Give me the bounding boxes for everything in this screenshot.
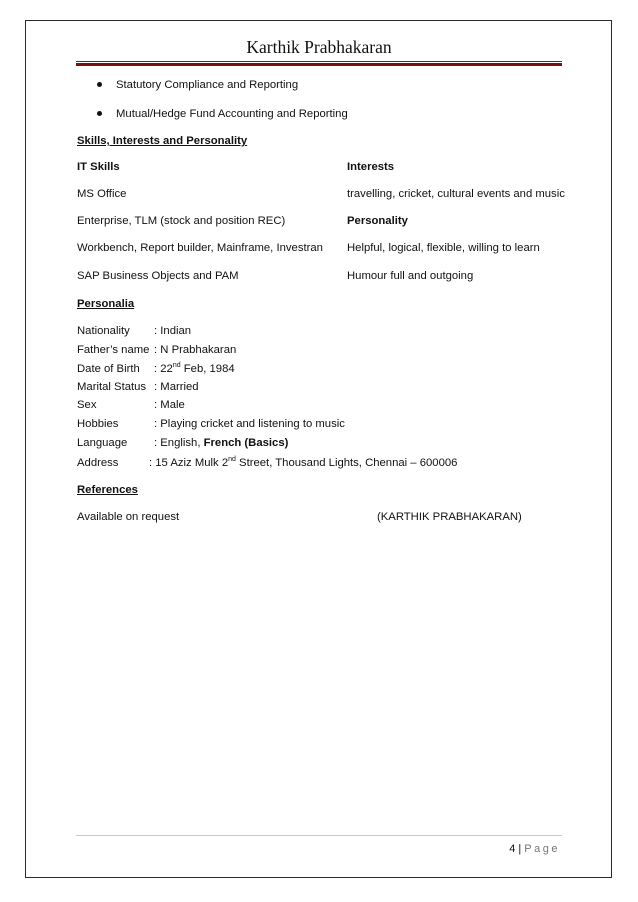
bullet-dot [97,111,102,116]
it-skill-item: SAP Business Objects and PAM [77,270,239,282]
hobbies-label: Hobbies [77,418,119,430]
header-name: Karthik Prabhakaran [246,37,392,57]
address-label: Address [77,457,119,469]
interests-heading: Interests [347,161,395,173]
address-suffix: Street, Thousand Lights, Chennai – 600006 [235,457,458,469]
language-label: Language [77,437,128,449]
footer-rule [76,835,562,836]
dob-label: Date of Birth [77,363,140,375]
it-skill-item: Workbench, Report builder, Mainframe, Investran [77,242,323,254]
bullet-item: Statutory Compliance and Reporting [116,79,299,91]
language-value [154,436,288,450]
dob-suffix: Feb, 1984 [180,363,235,375]
dob-sup: nd [172,362,181,370]
interests-text: travelling, cricket, cultural events and music [347,188,565,200]
references-title: References [77,484,138,496]
header-rule-thin [76,61,562,62]
page-separator: | [518,843,522,855]
language-bold: French (Basics) [203,437,289,449]
nationality-value: : Indian [154,325,192,337]
personality-item: Helpful, logical, flexible, willing to learn [347,242,540,254]
bullet-item: Mutual/Hedge Fund Accounting and Reporting [116,108,348,120]
sex-label: Sex [77,399,97,411]
dob-prefix: : 22 [154,363,173,375]
page-number: 4 [509,843,516,855]
personality-heading: Personality [347,215,408,227]
it-skill-item: Enterprise, TLM (stock and position REC) [77,215,286,227]
bullet-dot [97,82,102,87]
address-prefix: : 15 Aziz Mulk 2 [149,457,229,469]
address-value [149,456,457,470]
language-plain: : English, [154,437,204,449]
hobbies-value: : Playing cricket and listening to music [154,418,345,430]
address-sup: nd [228,456,236,464]
it-skill-item: MS Office [77,188,127,200]
signature-name: (KARTHIK PRABHAKARAN) [377,511,522,523]
skills-section-title: Skills, Interests and Personality [77,135,248,147]
dob-value [154,362,235,376]
page-label: Page [524,843,560,855]
father-name-value: : N Prabhakaran [154,344,237,356]
marital-status-value: : Married [154,381,199,393]
page-footer [509,843,560,855]
header-rule-thick [76,63,562,66]
personality-item: Humour full and outgoing [347,270,474,282]
father-name-label: Father’s name [77,344,150,356]
sex-value: : Male [154,399,185,411]
references-text: Available on request [77,511,180,523]
nationality-label: Nationality [77,325,130,337]
marital-status-label: Marital Status [77,381,147,393]
it-skills-heading: IT Skills [77,161,120,173]
personalia-title: Personalia [77,298,135,310]
